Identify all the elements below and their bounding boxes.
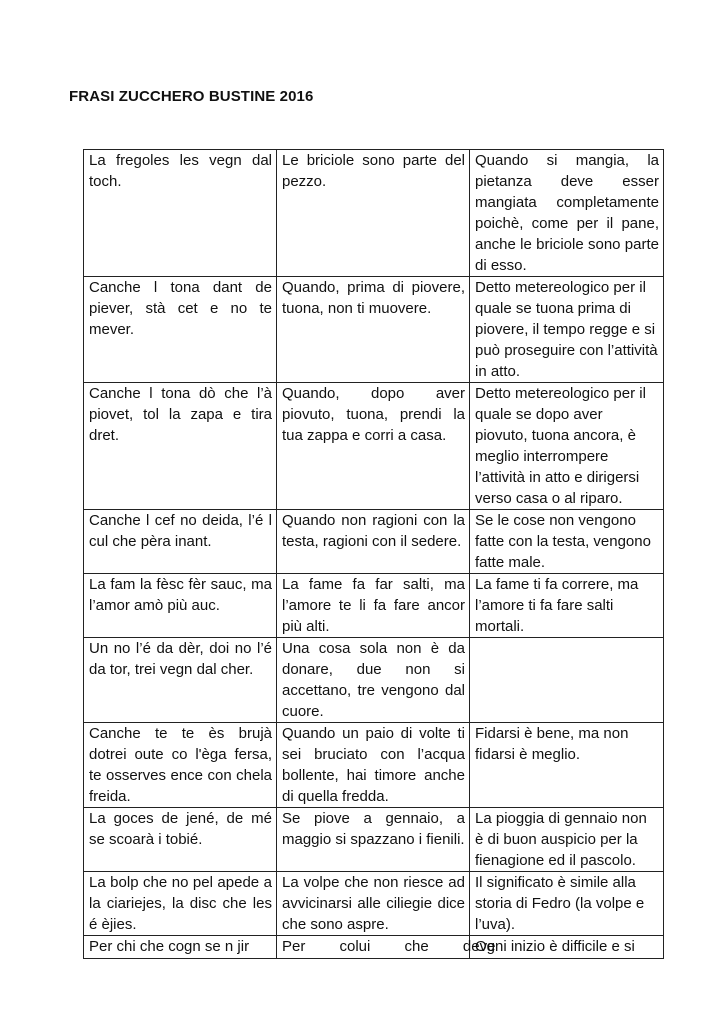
table-row xyxy=(84,150,664,277)
table-row xyxy=(84,638,664,723)
table-row xyxy=(84,510,664,574)
italian-cell: Quando un paio di volte ti sei bruciato con l’acqua bollente, hai timore anche di quella fredda. xyxy=(277,723,470,808)
dialect-cell: Per chi che cogn se n jir xyxy=(84,936,277,959)
italian-cell: La fame fa far salti, ma l’amore te li fa fare ancor più alti. xyxy=(277,574,470,638)
dialect-cell: La fam la fèsc fèr sauc, ma l’amor amò più auc. xyxy=(84,574,277,638)
table-row xyxy=(84,872,664,936)
meaning-cell: Fidarsi è bene, ma non fidarsi è meglio. xyxy=(470,723,664,808)
table-row xyxy=(84,808,664,872)
meaning-cell: Ogni inizio è difficile e si xyxy=(470,936,664,959)
italian-cell: Per colui che deve xyxy=(277,936,470,959)
table-row xyxy=(84,383,664,510)
table-row xyxy=(84,574,664,638)
italian-cell: Una cosa sola non è da donare, due non si accettano, tre vengono dal cuore. xyxy=(277,638,470,723)
meaning-cell xyxy=(470,638,664,723)
phrases-table xyxy=(83,149,664,959)
table-row xyxy=(84,277,664,383)
meaning-cell: Detto metereologico per il quale se dopo aver piovuto, tuona ancora, è meglio interrompere l’attività in atto e dirigersi verso casa o al riparo. xyxy=(470,383,664,510)
meaning-cell: Detto metereologico per il quale se tuona prima di piovere, il tempo regge e si può proseguire con l’attività in atto. xyxy=(470,277,664,383)
table-row xyxy=(84,723,664,808)
meaning-cell: Il significato è simile alla storia di Fedro (la volpe e l’uva). xyxy=(470,872,664,936)
dialect-cell: La goces de jené, de mé se scoarà i tobié. xyxy=(84,808,277,872)
dialect-cell: Canche l tona dant de piever, stà cet e no te mever. xyxy=(84,277,277,383)
italian-cell: Se piove a gennaio, a maggio si spazzano i fienili. xyxy=(277,808,470,872)
italian-cell: Quando non ragioni con la testa, ragioni con il sedere. xyxy=(277,510,470,574)
dialect-cell: Un no l’é da dèr, doi no l’é da tor, trei vegn dal cher. xyxy=(84,638,277,723)
italian-cell: Le briciole sono parte del pezzo. xyxy=(277,150,470,277)
dialect-cell: Canche te te ès brujà dotrei oute co l'èga fersa, te osserves ence con chela freida. xyxy=(84,723,277,808)
document-title: FRASI ZUCCHERO BUSTINE 2016 xyxy=(69,88,314,105)
dialect-cell: La bolp che no pel apede a la ciariejes, la disc che les é èjies. xyxy=(84,872,277,936)
dialect-cell: Canche l tona dò che l’à piovet, tol la zapa e tira dret. xyxy=(84,383,277,510)
dialect-cell: La fregoles les vegn dal toch. xyxy=(84,150,277,277)
meaning-cell: Se le cose non vengono fatte con la testa, vengono fatte male. xyxy=(470,510,664,574)
italian-cell: La volpe che non riesce ad avvicinarsi alle ciliegie dice che sono aspre. xyxy=(277,872,470,936)
meaning-cell: Quando si mangia, la pietanza deve esser mangiata completamente poichè, come per il pane, anche le briciole sono parte di esso. xyxy=(470,150,664,277)
italian-cell: Quando, prima di piovere, tuona, non ti muovere. xyxy=(277,277,470,383)
meaning-cell: La fame ti fa correre, ma l’amore ti fa fare salti mortali. xyxy=(470,574,664,638)
italian-cell: Quando, dopo aver piovuto, tuona, prendi la tua zappa e corri a casa. xyxy=(277,383,470,510)
table-row xyxy=(84,936,664,959)
meaning-cell: La pioggia di gennaio non è di buon auspicio per la fienagione ed il pascolo. xyxy=(470,808,664,872)
dialect-cell: Canche l cef no deida, l’é l cul che pèra inant. xyxy=(84,510,277,574)
